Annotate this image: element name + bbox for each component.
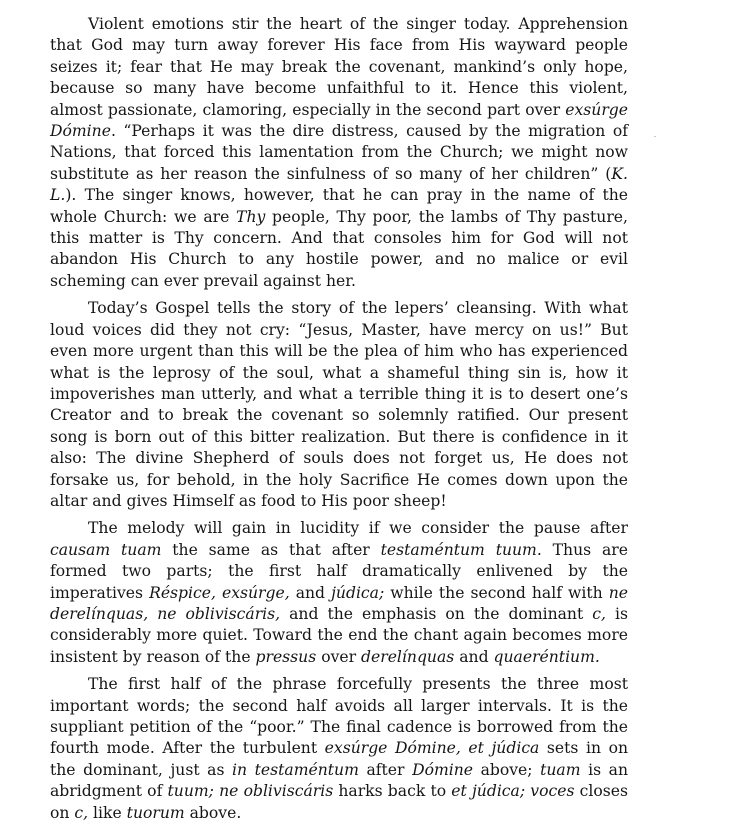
paragraph-1 (50, 14, 628, 292)
italic-text-span: quaeréntium. (493, 647, 600, 666)
italic-text-span: ne derelínquas, ne obliviscáris, (50, 583, 628, 623)
text-span: is considerably more quiet. Toward the end the chant again becomes more insistent by reason of the (50, 604, 629, 666)
italic-text-span: tuorum (126, 803, 185, 822)
text-span: Violent emotions stir the heart of the singer today. Apprehension that God may turn away forever His face from His wayward people seizes it; fear that He may break the covenant, mankind’s only hope, because so many have become unfaithful to it. Hence this violent, almost passionate, clamoring, especially in the second part over (50, 15, 628, 119)
text-span: over (316, 647, 362, 666)
text-span: ). The singer knows, however, that he can pray in the name of the whole Church: we are (50, 186, 628, 226)
italic-text-span: et júdica; (451, 782, 526, 801)
italic-text-span: júdica; (331, 583, 385, 602)
text-span: after (358, 760, 413, 779)
text-span: Today’s Gospel tells the story of the lepers’ cleansing. With what loud voices did they not cry: “Jesus, Master, have mercy on us!” But even more urgent than this will be the plea of him who has experienced what is the leprosy of the soul, what a shameful thing sin is, how it impoverishes man utterly, and what a terrible thing it is to desert one’s Creator and to break the covenant so solemnly ratified. Our present song is born out of this bitter realization. But there is confidence in it also: The divine Shepherd of souls does not forget us, He does not forsake us, for behold, in the holy Sacrifice He comes down upon the altar and gives Himself as food to His poor sheep! (50, 299, 628, 510)
text-span: while the second half with (384, 583, 609, 602)
italic-text-span: Thy (236, 207, 266, 226)
paragraph-3 (50, 518, 628, 668)
italic-text-span: causam tuam (50, 540, 162, 559)
margin-speck (654, 136, 656, 137)
italic-text-span: testaméntum tuum. (380, 540, 542, 559)
italic-text-span: K. L. (50, 164, 628, 205)
text-span: The melody will gain in lucidity if we consider the pause after (88, 519, 628, 538)
paragraph-4 (50, 674, 628, 824)
text-span: the same as that after (161, 540, 381, 559)
text-span: and (454, 647, 494, 666)
italic-text-span: exsúrge Dómine, et júdica (324, 739, 540, 758)
italic-text-span: tuum; (167, 782, 214, 801)
italic-text-span: Réspice, exsúrge, (149, 583, 290, 602)
text-span: closes on (50, 782, 628, 822)
text-span: above. (184, 803, 242, 822)
text-span: people, Thy poor, the lambs of Thy pasture, this matter is Thy concern. And that consoles him for God will not abandon His Church to any hostile power, and no malice or evil scheming can ever prevail against her. (50, 207, 628, 290)
italic-text-span: c, (592, 604, 606, 623)
text-span: is an abridgment of (50, 760, 629, 801)
italic-text-span: ne obliviscáris (219, 782, 334, 801)
italic-text-span: c, (74, 803, 89, 822)
text-span: Thus are formed two parts; the first half dramatically enlivened by the imperatives (50, 540, 628, 602)
text-span: and the emphasis on the dominant (280, 604, 593, 623)
italic-text-span: tuam (540, 760, 581, 779)
text-span: harks back to (333, 782, 452, 801)
text-span: . “Perhaps it was the dire distress, caused by the migration of Nations, that forced this lamentation from the Church; we might now substitute as her reason the sinfulness of so many of her children” ( (50, 122, 628, 183)
text-span: like (88, 803, 127, 822)
text-span: above; (473, 760, 541, 779)
italic-text-span: in testaméntum (232, 760, 359, 779)
italic-text-span: exsúrge Dómine (50, 100, 628, 141)
text-span: and (289, 583, 332, 602)
italic-text-span: derelínquas (361, 647, 455, 666)
text-span: sets in on the dominant, just as (50, 739, 628, 779)
document-page (50, 14, 628, 824)
italic-text-span: voces (530, 782, 575, 801)
italic-text-span: Dómine (412, 760, 473, 779)
paragraph-2 (50, 298, 628, 512)
text-span: The first half of the phrase forcefully presents the three most important words; the second half avoids all larger intervals. It is the suppliant petition of the “poor.” The final cadence is borrowed from the fourth mode. After the turbulent (50, 675, 628, 758)
italic-text-span: pressus (255, 647, 317, 666)
